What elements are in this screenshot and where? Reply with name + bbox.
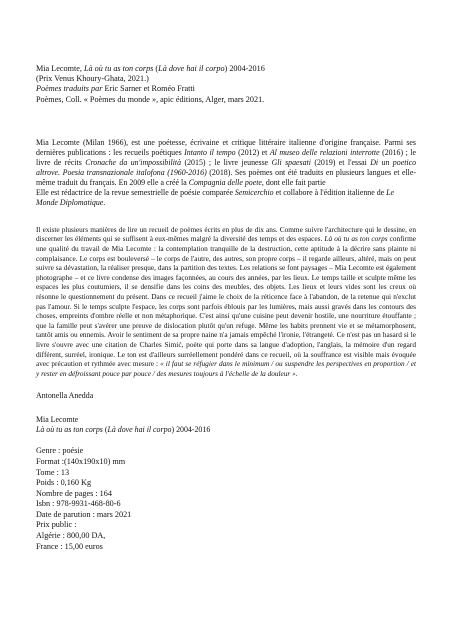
header-translators-names: Eric Sarner et Roméo Fratti [102,84,195,94]
detail-isbn: Isbn : 978-9931-468-80-6 [36,499,121,509]
signature: Antonella Anedda [36,391,94,401]
detail-price-label: Prix public : [36,520,77,530]
header-translators [36,84,416,94]
detail-pages: Nombre de pages : 164 [36,488,112,498]
book-author: Mia Lecomte [36,415,79,425]
bio-italic: Semicerchio [234,187,274,197]
book-title-line [36,425,416,435]
bio-italic: Al museo delle relazioni interrotte [269,147,380,157]
detail-tome: Tome : 13 [36,467,70,477]
bio-text: (2016) ; le livre de récits [36,147,416,167]
critique-text: . [295,368,298,378]
critique-section [36,225,416,379]
bio-italic: Di un poetico altrove. Poesia transnazionale italofona (1960-2016) [36,157,417,177]
document-page [36,64,416,552]
header-author: Mia Lecomte, [36,64,84,73]
critique-paragraph [36,225,416,379]
bio-paragraph-2 [36,188,416,208]
critique-italic: Là où tu as ton corps [324,234,388,244]
detail-date: Date de parution : mars 2021 [36,509,132,519]
bio-section [36,138,416,208]
bio-italic: Compagnia delle poete [188,177,262,187]
detail-price-france: France : 15,00 euros [36,541,103,551]
bio-italic: Gli spaesati [271,157,311,167]
detail-weight: Poids : 0,160 Kg [36,478,92,488]
bio-text: et collabore à l'édition italienne de [273,187,387,197]
bio-text: (2018). Ses poèmes ont été traduits en plusieurs langues et elle-même traduit du français. En 2009 elle a créé la [36,167,416,187]
header-paren-open: ( [153,64,159,73]
bio-text: . [103,197,106,207]
bio-text: Elle est rédactrice de la revue semestrielle de poésie comparée [36,187,235,197]
header-years: ) 2004-2016 [224,64,265,73]
bio-text: (2015) ; le livre jeunesse [181,157,272,167]
book-title: Là où tu as ton corps [36,425,103,435]
header-title: Là où tu as ton corps [83,64,154,73]
critique-text: Il existe plusieurs manières de lire un recueil de poèmes écrits en plus de dix ans. Comme suivre l'architecture qui le dessine, en discerner les éléments qui se suffisent à eux-mêmes malgré la diversité des temps et des espaces. [36,224,416,244]
bio-text: Mia Lecomte (Milan 1966), est une poétesse, écrivaine et critique littéraire italienne d'origine française. Parmi ses dernières publications : les recueils poétiques [36,137,416,157]
bio-italic: Cronache da un'impossibilità [85,157,182,167]
bio-italic: Le Monde Diplomatique [36,187,395,207]
book-details [36,446,416,552]
header-block [36,64,416,105]
header-title-italian: Là dove hai il corpo [158,64,225,73]
book-block [36,415,416,435]
header-title-line [36,64,416,74]
header-prize: (Prix Venus Khoury-Ghata, 2021.) [36,74,149,84]
book-paren-open: ( [102,425,108,435]
detail-format: Format :(140x190x10) mm [36,456,126,466]
bio-text: (2019) et l'essai [310,157,371,167]
bio-italic: Intanto il tempo [184,147,236,157]
bio-text: (2012) et [235,147,270,157]
critique-text: confirme une qualité du travail de Mia Lecomte : la contemplation tranquille de la destruction, cette aptitude à la décrire sans plainte ni complaisance. Le corps est bouleversé – le corps de l'autre, des autres, son propre corps – il regarde ailleurs, altéré, mais on peut suivre sa dévastation, la réaliser presque, dans la partition des textes. Les relations se font paysages – Mia Lecomte est également photographe – et ce livre condense des images façonnées, au cours des années, par les lieux. Le temps taille et sculpte même les espaces les plus coutumiers, il se densifie dans les coins des meubles, des objets. Les lieux et leurs vides sont les creux où résonne le questionnement du présent. Dans ce recueil j'aime le choix de la réticence face à l'abandon, de la retenue qui n'exclut pas l'amour. Si le temps sculpte l'espace, les corps sont parfois éblouis par les lumières, mais aussi gravés dans les contours des choses, empreints d'ombre réelle et non métaphorique. C'est ainsi qu'une cuisine peut devenir hostile, une nourriture étouffante ; que la famille peut s'avérer une preuve de dislocation plutôt qu'un refuge. Même les habits prennent vie et se métamorphosent, tantôt amis ou ennemis. Avoir le sentiment de sa propre naine n'a jamais empêché l'ironie, l'étrangeté. Ce n'est pas un hasard si le livre s'ouvre avec une citation de Charles Simić, poète qui porte dans sa langue d'adoption, l'anglais, la mémoire d'un regard différent, surréel, ironique. Le ton est d'ailleurs surréellement pondéré dans ce recueil, où la souffrance est visible mais évoquée avec précaution et rythmée avec mesure : [36,234,416,369]
detail-price-algeria: Algérie : 800,00 DA, [36,531,106,541]
signature-block [36,391,416,401]
critique-quote: « il faut se réfugier dans le minimum / ou suspendre les perspectives en proportion / et y rester en défroissant pouce par pouce / des mesures toujours à l'échelle de la douleur » [36,359,416,378]
book-title-italian: Là dove hai il corpo [107,425,172,435]
book-years: ) 2004-2016 [171,425,211,435]
bio-text: , dont elle fait partie [261,177,326,187]
bio-paragraph [36,138,416,188]
detail-genre: Genre : poésie [36,446,84,456]
header-translators-label: Poèmes traduits par [36,84,103,94]
header-publisher: Poèmes, Coll. « Poèmes du monde », apic éditions, Alger, mars 2021. [36,94,265,104]
